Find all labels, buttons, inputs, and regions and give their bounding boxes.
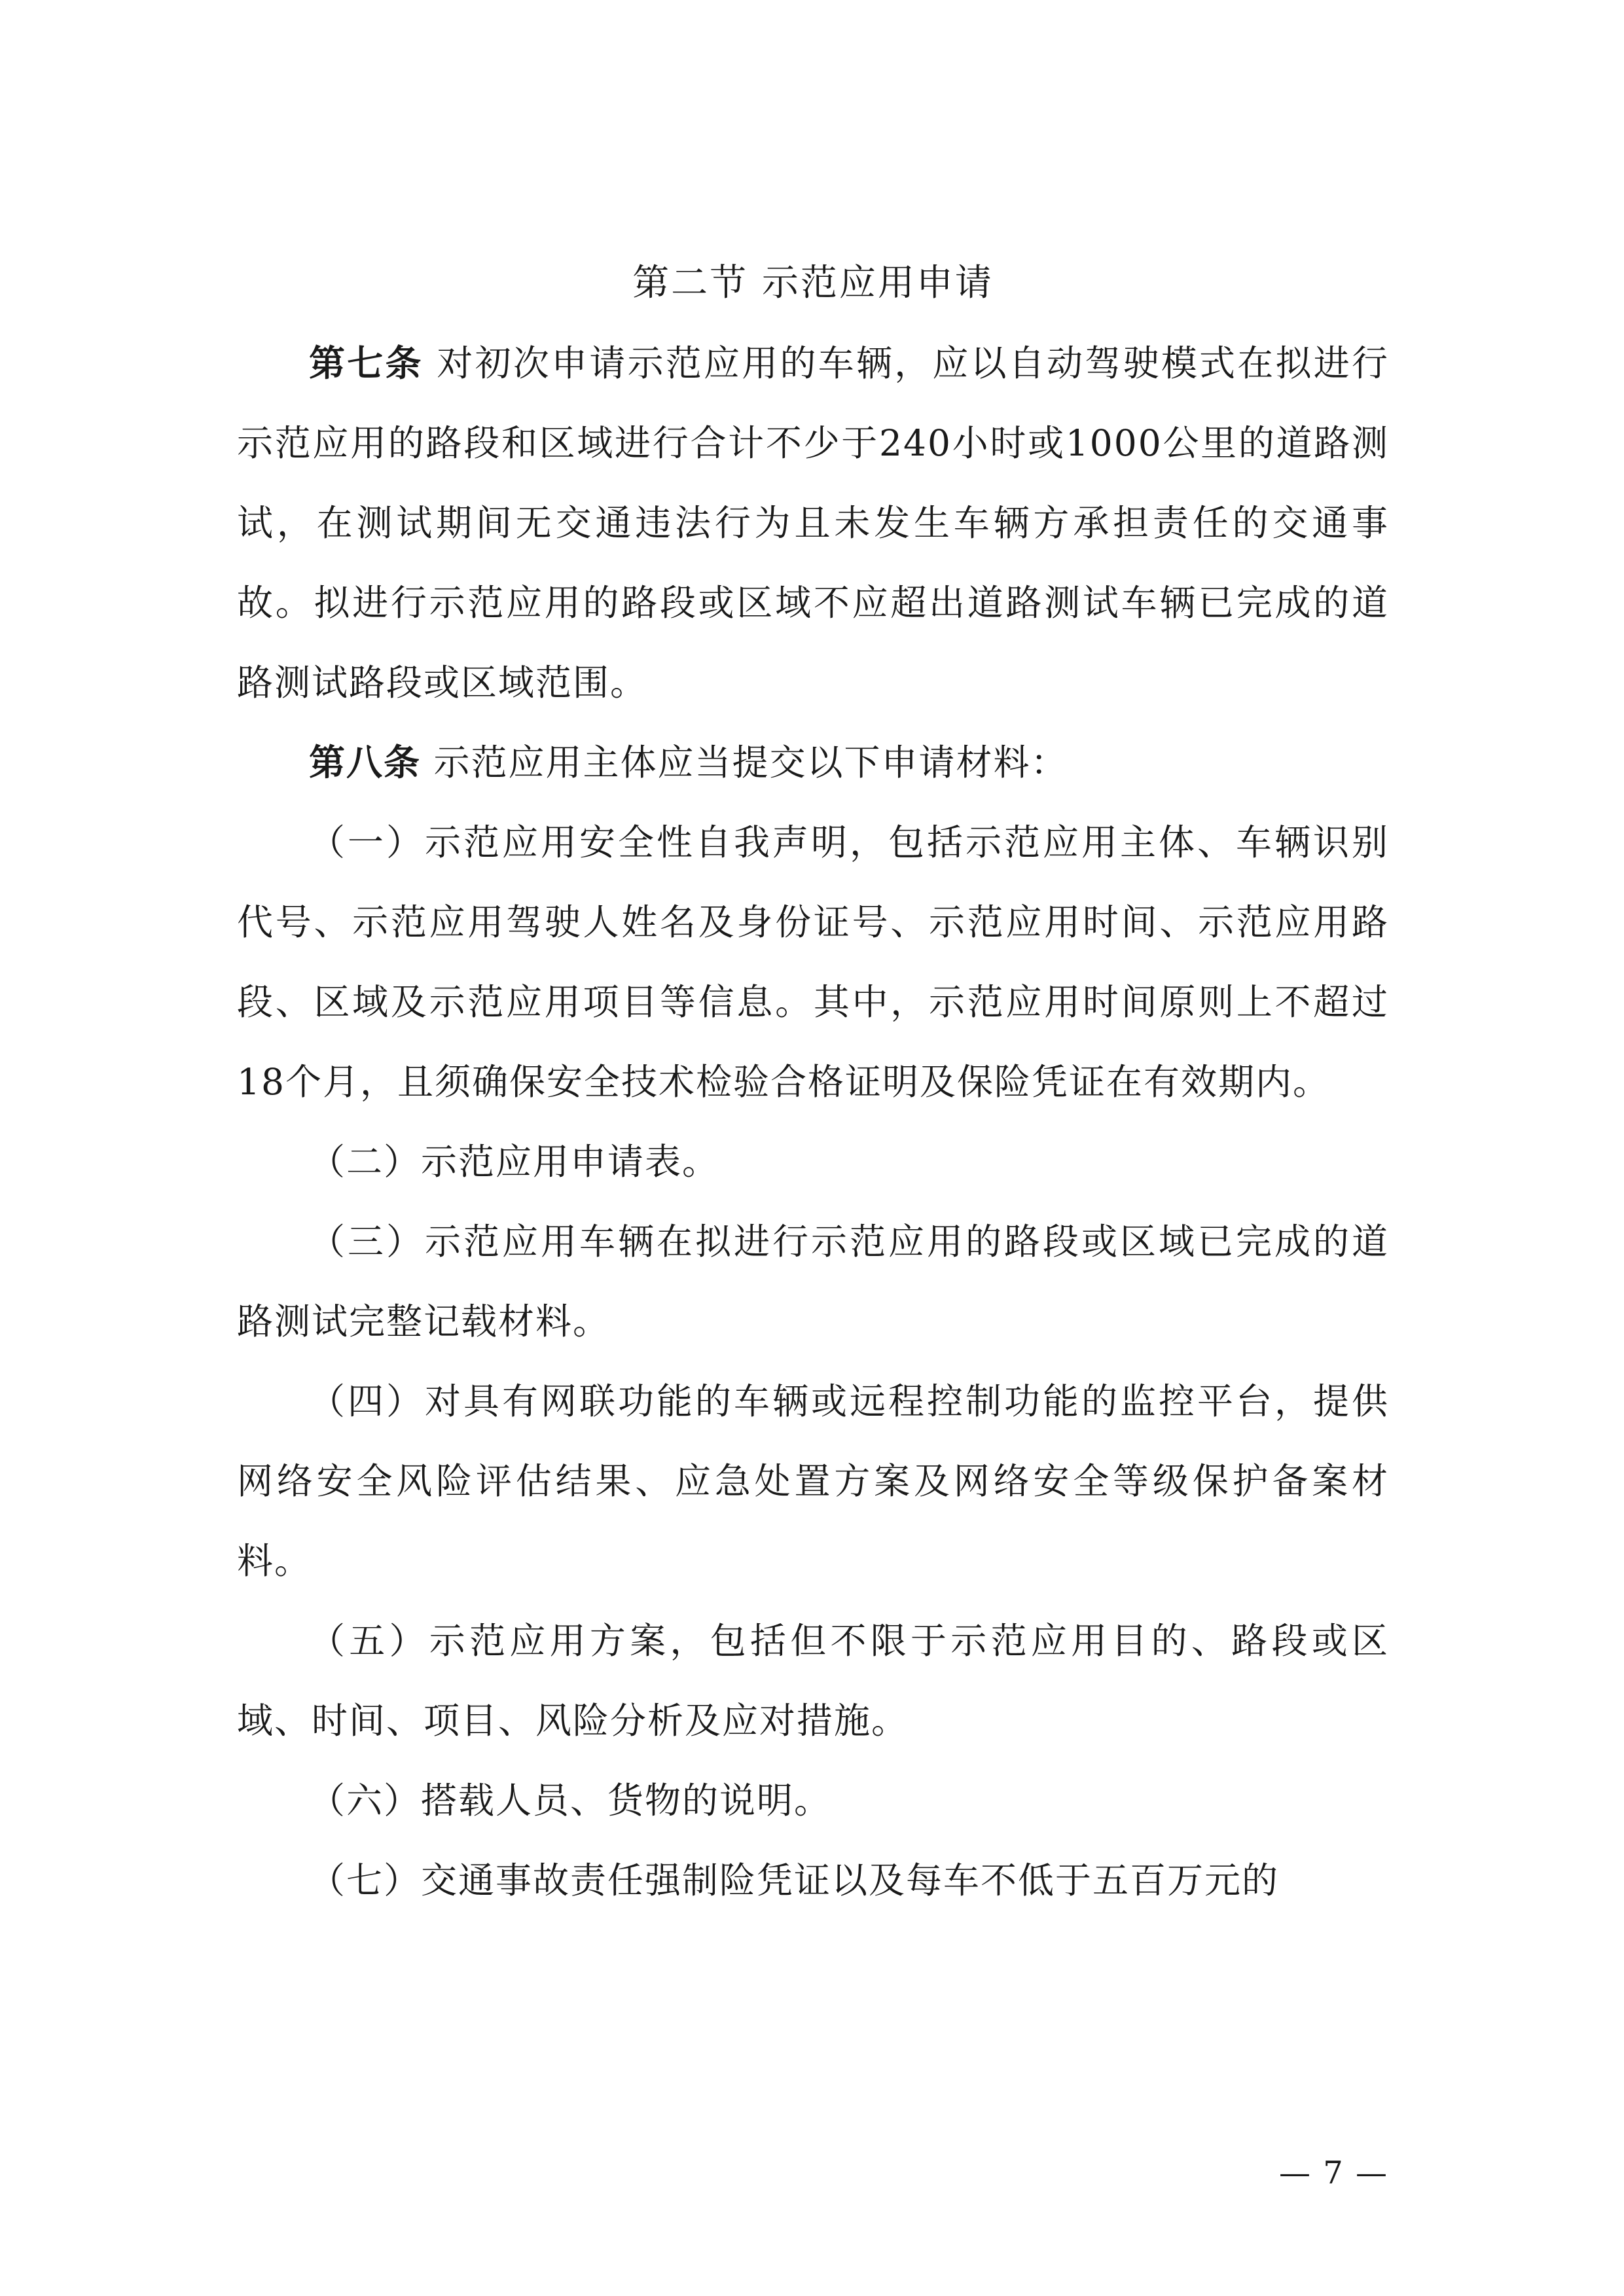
list-item: （二）示范应用申请表。 [309,1141,720,1183]
list-item: （六）搭载人员、货物的说明。 [309,1780,832,1821]
article-text: 对初次申请示范应用的车辆，应以自动驾驶模式在拟进行示范应用的路段和区域进行合计不少于240小时或1000公里的道路测试，在测试期间无交通违法行为且未发生车辆方承担责任的交通事故。拟进行示范应用的路段或区域不应超出道路测试车辆已完成的道路测试路段或区域范围。 [237,342,1389,704]
article-label: 第八条 [309,741,422,783]
list-item: （五）示范应用方案，包括但不限于示范应用目的、路段或区域、时间、项目、风险分析及应对措施。 [237,1620,1389,1742]
page-content [237,243,1389,1920]
list-item: （四）对具有网联功能的车辆或远程控制功能的监控平台，提供网络安全风险评估结果、应急处置方案及网络安全等级保护备案材料。 [237,1380,1389,1582]
article-text: 示范应用主体应当提交以下申请材料： [421,742,1068,783]
article-8 [237,723,1389,802]
article-label: 第七条 [309,342,424,384]
page-number: — 7 — [1278,2155,1388,2191]
list-item: （三）示范应用车辆在拟进行示范应用的路段或区域已完成的道路测试完整记载材料。 [237,1221,1389,1342]
section-title: 第二节 示范应用申请 [632,262,994,304]
list-item: （七）交通事故责任强制险凭证以及每车不低于五百万元的 [309,1859,1280,1901]
article-7 [237,323,1389,723]
list-item: （一）示范应用安全性自我声明，包括示范应用主体、车辆识别代号、示范应用驾驶人姓名及身份证号、示范应用时间、示范应用路段、区域及示范应用项目等信息。其中，示范应用时间原则上不超过18个月，且须确保安全技术检验合格证明及保险凭证在有效期内。 [237,821,1389,1103]
